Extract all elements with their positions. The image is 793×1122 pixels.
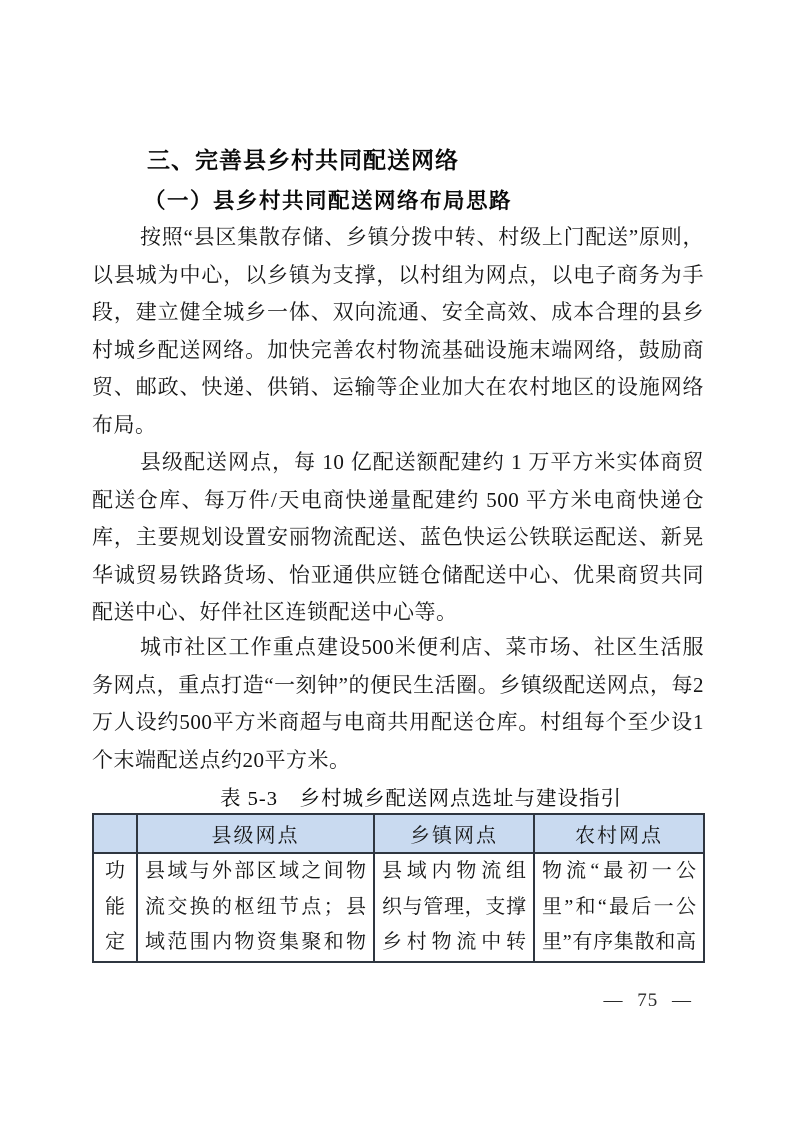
table-caption: 表 5-3 乡村城乡配送网点选址与建设指引 [220,788,622,810]
table-header-corner [93,814,137,853]
paragraph-community-network: 城市社区工作重点建设500米便利店、菜市场、社区生活服务网点，重点打造“一刻钟”的便民生活圈。乡镇级配送网点，每2万人设约500平方米商超与电商共用配送仓库。村组每个至少设1个末端配送点约20平方米。 [92,635,704,772]
page-number: — 75 — [603,990,692,1011]
row-label-cell [93,853,137,962]
village-cell-line: 物流“最初一公 [542,860,696,882]
table-header-township: 乡镇网点 [374,814,534,853]
village-cell-line: 里”有序集散和高 [542,931,696,954]
table-header-county: 县级网点 [137,814,374,853]
county-cell-line: 县域与外部区域之间物 [145,860,366,882]
township-cell [374,853,534,962]
county-cell-line: 域范围内物资集聚和物 [145,931,366,954]
county-cell [137,853,374,962]
subsection-heading: （一）县乡村共同配送网络布局思路 [144,189,513,213]
table-header-village: 农村网点 [534,814,704,853]
table-row-function [93,853,704,962]
village-cell [534,853,704,962]
row-label-char: 能 [105,895,125,918]
table-header-row [93,814,704,853]
section-heading: 三、完善县乡村共同配送网络 [147,147,459,173]
village-cell-line: 里”和“最后一公 [542,895,696,918]
row-label-char: 功 [105,860,125,882]
site-selection-table [92,813,705,963]
paragraph-layout-principles: 按照“县区集散存储、乡镇分拨中转、村级上门配送”原则，以县城为中心，以乡镇为支撑，以村组为网点，以电子商务为手段，建立健全城乡一体、双向流通、安全高效、成本合理的县乡村城乡配送网络。加快完善农村物流基础设施末端网络，鼓励商贸、邮政、快递、供销、运输等企业加大在农村地区的设施网络布局。 [92,225,704,437]
township-cell-line: 县域内物流组 [382,860,526,882]
row-label-char: 定 [105,931,125,954]
paragraph-county-network: 县级配送网点，每 10 亿配送额配建约 1 万平方米实体商贸配送仓库、每万件/天电商快递量配建约 500 平方米电商快递仓库，主要规划设置安丽物流配送、蓝色快运公铁联运配送、新晃华诚贸易铁路货场、怡亚通供应链仓储配送中心、优果商贸共同配送中心、好伴社区连锁配送中心等。 [92,450,704,625]
county-cell-line: 流交换的枢纽节点；县 [145,895,366,918]
township-cell-line: 乡村物流中转 [382,931,526,954]
township-cell-line: 织与管理，支撑 [382,895,526,918]
